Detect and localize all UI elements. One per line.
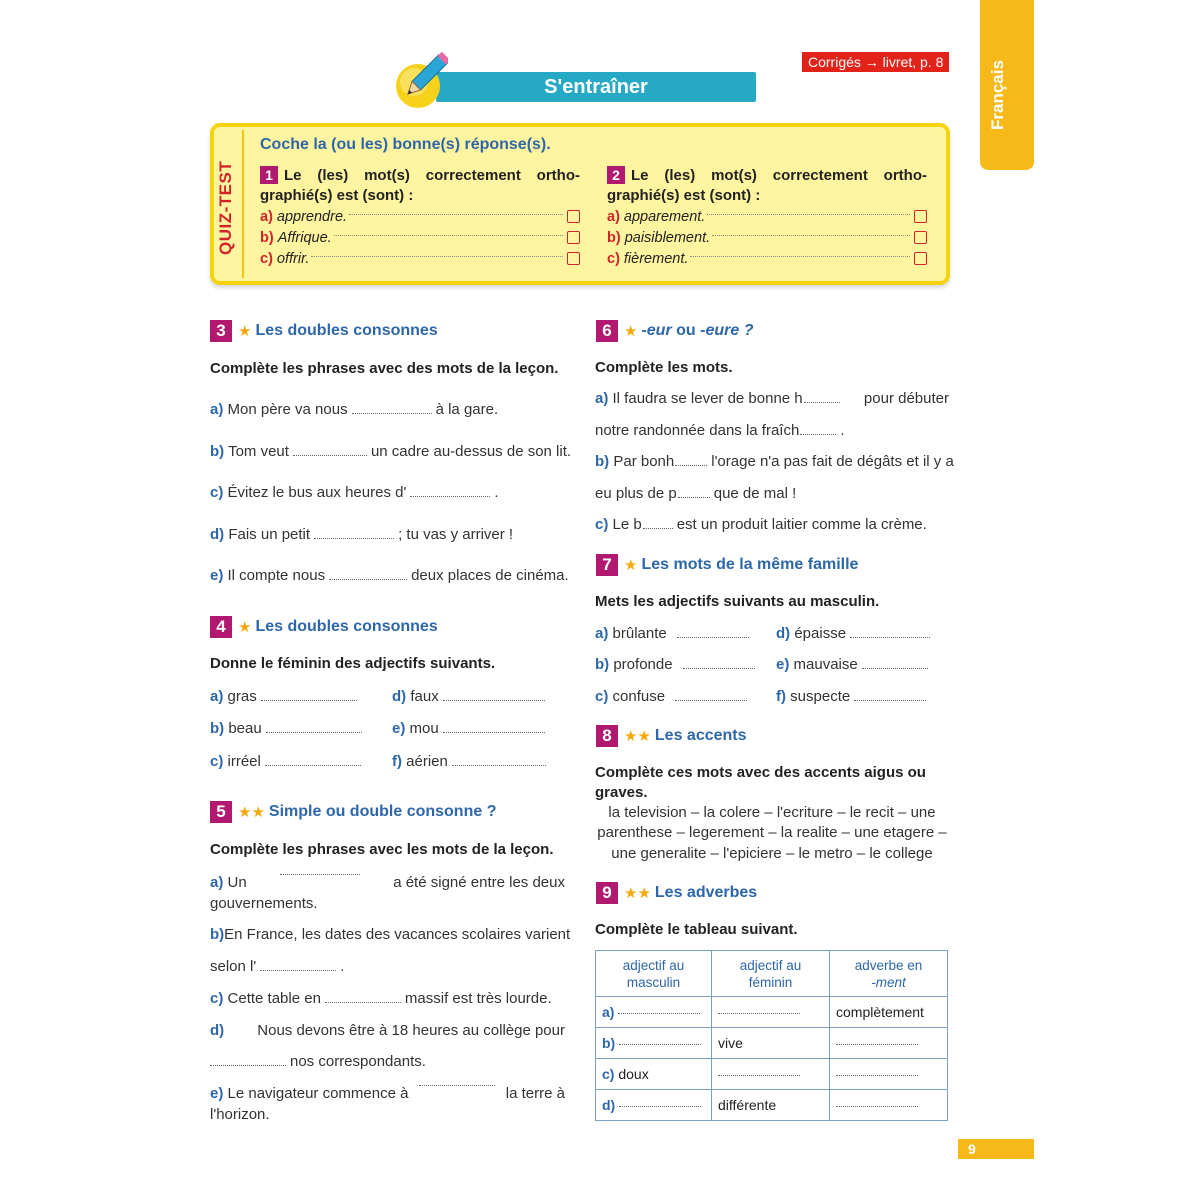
section-banner: S'entraîner — [436, 72, 756, 102]
page-number: 9 — [958, 1139, 1034, 1159]
subject-tab-label: Français — [988, 60, 1007, 130]
checkbox[interactable] — [914, 231, 927, 244]
exercise-7-header — [596, 554, 858, 576]
exercise-7-item: f) suspecte — [776, 688, 930, 705]
table-row — [596, 997, 948, 1028]
exercise-7-item: b) profonde — [595, 656, 759, 673]
checkbox[interactable] — [914, 210, 927, 223]
answer-blank[interactable] — [280, 874, 360, 875]
quiz-divider — [242, 130, 244, 278]
answer-blank[interactable] — [452, 765, 546, 766]
star-icon: ★★ — [624, 728, 651, 745]
question-title: Le (les) mot(s) correctement ortho-graphié(s) est (sont) : — [260, 167, 580, 204]
exercise-4-instruction: Donne le féminin des adjectifs suivants. — [210, 655, 496, 672]
answer-blank[interactable] — [862, 668, 928, 669]
exercise-3-instruction: Complète les phrases avec des mots de la leçon. — [210, 360, 559, 377]
exercise-4-item: d) faux — [392, 688, 549, 705]
table-cell[interactable] — [712, 1059, 830, 1090]
exercise-title: Les doubles consonnes — [255, 322, 438, 339]
table-row — [596, 1028, 948, 1059]
exercise-6-instruction: Complète les mots. — [595, 359, 733, 376]
answer-blank[interactable] — [352, 413, 432, 414]
exercise-7-item: a) brûlante — [595, 625, 753, 642]
answer-blank[interactable] — [210, 1065, 286, 1066]
exercise-title-part: -eure ? — [700, 322, 754, 339]
exercise-4-header — [210, 616, 438, 638]
answer-blank[interactable] — [854, 700, 926, 701]
table-cell[interactable] — [830, 1090, 948, 1121]
question-number: 2 — [607, 166, 625, 184]
answer-blank[interactable] — [261, 700, 357, 701]
quiz-question-2 — [607, 166, 927, 269]
star-icon: ★★ — [624, 885, 651, 902]
table-cell[interactable] — [712, 997, 830, 1028]
answer-blank[interactable] — [293, 455, 367, 456]
exercise-5-instruction: Complète les phrases avec les mots de la leçon. — [210, 841, 554, 858]
quiz-option: c) fièrement. — [607, 248, 927, 269]
exercise-number: 8 — [596, 725, 618, 747]
exercise-title-part: -eur — [641, 322, 672, 339]
answer-blank[interactable] — [643, 528, 673, 529]
exercise-9-instruction: Complète le tableau suivant. — [595, 921, 798, 938]
answer-blank[interactable] — [329, 579, 407, 580]
table-cell[interactable]: a) — [596, 997, 712, 1028]
quiz-option: b) paisiblement. — [607, 227, 927, 248]
pencil-icon — [392, 52, 448, 110]
quiz-label: QUIZ-TEST — [216, 160, 235, 255]
answer-blank[interactable] — [683, 668, 755, 669]
question-title: Le (les) mot(s) correctement ortho-graphié(s) est (sont) : — [607, 167, 927, 204]
table-cell: complètement — [830, 997, 948, 1028]
table-cell[interactable]: d) — [596, 1090, 712, 1121]
answer-blank[interactable] — [260, 970, 336, 971]
answer-blank[interactable] — [800, 434, 836, 435]
exercise-3-header — [210, 320, 438, 342]
exercise-4-item: f) aérien — [392, 753, 550, 770]
corriges-reference: Corrigés → livret, p. 8 — [802, 52, 949, 72]
exercise-4-item: a) gras — [210, 688, 361, 705]
exercise-3-line-d: d) Fais un petit ; tu vas y arriver ! — [210, 526, 514, 543]
quiz-option: a) apprendre. — [260, 206, 580, 227]
table-cell[interactable]: b) — [596, 1028, 712, 1059]
exercise-title: Les doubles consonnes — [255, 618, 438, 635]
exercise-number: 4 — [210, 616, 232, 638]
subject-tab — [980, 0, 1034, 170]
exercise-7-item: e) mauvaise — [776, 656, 932, 673]
star-icon: ★★ — [238, 804, 265, 821]
exercise-8-words: une generalite – l'epiciere – le metro – le college — [611, 845, 933, 862]
answer-blank[interactable] — [443, 732, 545, 733]
table-header-row — [596, 951, 948, 997]
answer-blank[interactable] — [266, 732, 362, 733]
exercise-number: 5 — [210, 801, 232, 823]
exercise-8-words: la television – la colere – l'ecriture – le recit – une — [608, 804, 936, 821]
exercise-title: Simple ou double consonne ? — [268, 803, 497, 820]
question-number: 1 — [260, 166, 278, 184]
exercise-5-line-a1: a) Un a été signé entre les deux — [210, 874, 565, 891]
exercise-number: 9 — [596, 882, 618, 904]
exercise-5-line-b2: selon l' . — [210, 958, 345, 975]
exercise-6-line-a2: notre randonnée dans la fraîch . — [595, 422, 845, 439]
answer-blank[interactable] — [850, 637, 930, 638]
exercise-8-header — [596, 725, 747, 747]
quiz-option: a) apparement. — [607, 206, 927, 227]
table-row — [596, 1090, 948, 1121]
exercise-8-instruction-line-1: Complète ces mots avec des accents aigus ou — [595, 764, 926, 781]
exercise-title-part: ou — [671, 322, 701, 339]
exercise-title: Les adverbes — [654, 884, 758, 901]
exercise-4-item: c) irréel — [210, 753, 365, 770]
exercise-8-instruction-line-2: graves. — [595, 784, 648, 801]
star-icon: ★ — [624, 557, 638, 574]
table-cell[interactable] — [830, 1059, 948, 1090]
quiz-option: b) Affrique. — [260, 227, 580, 248]
answer-blank[interactable] — [265, 765, 361, 766]
exercise-5-line-b1: b) En France, les dates des vacances scolaires varient — [210, 926, 571, 943]
exercise-title: Les accents — [654, 727, 747, 744]
table-cell[interactable] — [830, 1028, 948, 1059]
exercise-5-line-d2: nos correspondants. — [210, 1053, 426, 1070]
quiz-option: c) offrir. — [260, 248, 580, 269]
checkbox[interactable] — [567, 231, 580, 244]
answer-blank[interactable] — [314, 538, 394, 539]
table-cell: c) doux — [596, 1059, 712, 1090]
answer-blank[interactable] — [419, 1085, 495, 1086]
star-icon: ★ — [238, 619, 252, 636]
star-icon: ★ — [238, 323, 252, 340]
checkbox[interactable] — [914, 252, 927, 265]
column-header: adverbe en -ment — [830, 951, 948, 997]
exercise-3-line-b: b) Tom veut un cadre au-dessus de son lit. — [210, 443, 572, 460]
exercise-5-line-e2: l'horizon. — [210, 1106, 270, 1123]
exercise-7-item: c) confuse — [595, 688, 751, 705]
exercise-number: 3 — [210, 320, 232, 342]
exercise-5-line-d1: d) Nous devons être à 18 heures au collège pour — [210, 1022, 565, 1039]
answer-blank[interactable] — [675, 465, 707, 466]
column-header: adjectif au masculin — [596, 951, 712, 997]
answer-blank[interactable] — [804, 402, 840, 403]
exercise-9-header — [596, 882, 757, 904]
checkbox[interactable] — [567, 210, 580, 223]
exercise-number: 7 — [596, 554, 618, 576]
exercise-6-header — [596, 320, 753, 342]
exercise-5-line-e1: e) Le navigateur commence à la terre à — [210, 1085, 565, 1102]
exercise-4-item: b) beau — [210, 720, 366, 737]
table-row — [596, 1059, 948, 1090]
answer-blank[interactable] — [410, 496, 490, 497]
exercise-6-line-b1: b) Par bonh l'orage n'a pas fait de dégâts et il y a — [595, 453, 954, 470]
star-icon: ★ — [624, 323, 638, 340]
exercise-7-instruction: Mets les adjectifs suivants au masculin. — [595, 593, 880, 610]
column-header: adjectif au féminin — [712, 951, 830, 997]
exercise-6-line-c: c) Le b est un produit laitier comme la crème. — [595, 516, 927, 533]
exercise-8-words: parenthese – legerement – la realite – une etagere – — [597, 824, 947, 841]
exercise-4-item: e) mou — [392, 720, 549, 737]
exercise-3-line-e: e) Il compte nous deux places de cinéma. — [210, 567, 569, 584]
answer-blank[interactable] — [325, 1002, 401, 1003]
table-cell: vive — [712, 1028, 830, 1059]
exercise-5-line-c: c) Cette table en massif est très lourde. — [210, 990, 552, 1007]
exercise-7-item: d) épaisse — [776, 625, 934, 642]
exercise-6-line-b2: eu plus de p que de mal ! — [595, 485, 797, 502]
exercise-5-line-a2: gouvernements. — [210, 895, 318, 912]
exercise-number: 6 — [596, 320, 618, 342]
quiz-instruction: Coche la (ou les) bonne(s) réponse(s). — [260, 136, 551, 153]
table-cell: différente — [712, 1090, 830, 1121]
exercise-title: Les mots de la même famille — [641, 556, 859, 573]
exercise-5-header — [210, 801, 496, 823]
answer-blank[interactable] — [678, 497, 710, 498]
answer-blank[interactable] — [677, 637, 749, 638]
answer-blank[interactable] — [443, 700, 545, 701]
quiz-question-1 — [260, 166, 580, 269]
answer-blank[interactable] — [675, 700, 747, 701]
checkbox[interactable] — [567, 252, 580, 265]
adverb-table — [595, 950, 948, 1121]
exercise-3-line-c: c) Évitez le bus aux heures d' . — [210, 484, 499, 501]
exercise-3-line-a: a) Mon père va nous à la gare. — [210, 401, 499, 418]
exercise-6-line-a1: a) Il faudra se lever de bonne h pour débuter — [595, 390, 949, 407]
